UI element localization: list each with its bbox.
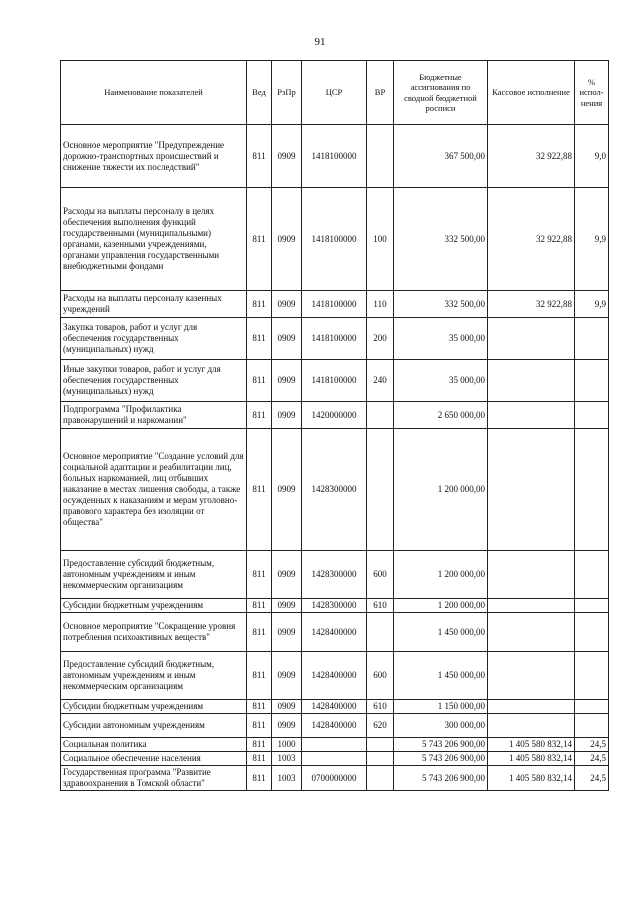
cell-csr: 1428300000 <box>302 599 367 613</box>
cell-csr: 1428400000 <box>302 613 367 652</box>
table-row <box>61 125 609 188</box>
cell-cash-execution: 1 405 580 832,14 <box>488 752 575 766</box>
cell-name: Субсидии бюджетным учреждениям <box>61 700 247 714</box>
cell-percent <box>575 700 609 714</box>
cell-percent <box>575 714 609 738</box>
table-row <box>61 360 609 402</box>
cell-name: Социальная политика <box>61 738 247 752</box>
cell-vr: 240 <box>367 360 394 402</box>
cell-cash-execution <box>488 599 575 613</box>
budget-table <box>60 60 609 791</box>
cell-assignments: 1 450 000,00 <box>394 652 488 700</box>
cell-ved: 811 <box>247 613 272 652</box>
cell-assignments: 35 000,00 <box>394 318 488 360</box>
table-row <box>61 766 609 791</box>
table-row <box>61 429 609 551</box>
cell-name: Основное мероприятие "Сокращение уровня потребления психоактивных веществ" <box>61 613 247 652</box>
cell-name: Иные закупки товаров, работ и услуг для обеспечения государственных (муниципальных) нужд <box>61 360 247 402</box>
cell-rzpr: 0909 <box>272 551 302 599</box>
header-csr: ЦСР <box>302 61 367 125</box>
cell-ved: 811 <box>247 318 272 360</box>
cell-name: Закупка товаров, работ и услуг для обеспечения государственных (муниципальных) нужд <box>61 318 247 360</box>
cell-vr: 600 <box>367 551 394 599</box>
cell-name: Подпрограмма "Профилактика правонарушений и наркомании" <box>61 402 247 429</box>
cell-assignments: 35 000,00 <box>394 360 488 402</box>
cell-rzpr: 0909 <box>272 318 302 360</box>
cell-assignments: 1 200 000,00 <box>394 599 488 613</box>
cell-assignments: 367 500,00 <box>394 125 488 188</box>
header-ved: Вед <box>247 61 272 125</box>
cell-rzpr: 1003 <box>272 766 302 791</box>
table-row <box>61 700 609 714</box>
cell-ved: 811 <box>247 291 272 318</box>
table-row <box>61 291 609 318</box>
cell-ved: 811 <box>247 188 272 291</box>
cell-rzpr: 0909 <box>272 402 302 429</box>
cell-assignments: 1 200 000,00 <box>394 551 488 599</box>
cell-rzpr: 0909 <box>272 714 302 738</box>
cell-assignments: 1 150 000,00 <box>394 700 488 714</box>
cell-percent <box>575 551 609 599</box>
table-row <box>61 738 609 752</box>
cell-vr <box>367 766 394 791</box>
cell-percent: 24,5 <box>575 738 609 752</box>
cell-cash-execution <box>488 551 575 599</box>
table-row <box>61 752 609 766</box>
cell-cash-execution <box>488 402 575 429</box>
cell-ved: 811 <box>247 360 272 402</box>
cell-name: Социальное обеспечение населения <box>61 752 247 766</box>
cell-cash-execution <box>488 652 575 700</box>
cell-ved: 811 <box>247 599 272 613</box>
table-row <box>61 551 609 599</box>
cell-csr <box>302 752 367 766</box>
cell-assignments: 1 450 000,00 <box>394 613 488 652</box>
cell-ved: 811 <box>247 652 272 700</box>
cell-ved: 811 <box>247 738 272 752</box>
cell-vr: 600 <box>367 652 394 700</box>
cell-assignments: 2 650 000,00 <box>394 402 488 429</box>
cell-vr: 610 <box>367 700 394 714</box>
cell-ved: 811 <box>247 429 272 551</box>
cell-cash-execution <box>488 700 575 714</box>
table-row <box>61 318 609 360</box>
cell-rzpr: 0909 <box>272 613 302 652</box>
cell-cash-execution <box>488 318 575 360</box>
cell-vr: 610 <box>367 599 394 613</box>
cell-cash-execution <box>488 429 575 551</box>
cell-assignments: 5 743 206 900,00 <box>394 752 488 766</box>
cell-name: Предоставление субсидий бюджетным, автономным учреждениям и иным некоммерческим организациям <box>61 652 247 700</box>
cell-rzpr: 0909 <box>272 599 302 613</box>
table-row <box>61 402 609 429</box>
cell-name: Субсидии бюджетным учреждениям <box>61 599 247 613</box>
cell-csr: 1418100000 <box>302 291 367 318</box>
cell-percent: 24,5 <box>575 766 609 791</box>
cell-name: Основное мероприятие "Создание условий для социальной адаптации и реабилитации лиц, больных наркоманией, лиц отбывших наказание в местах лишения свободы, а также осужденных к наказаниям и мерам уголовно-правового характера без изоляции от общества" <box>61 429 247 551</box>
header-percent: % испол-нения <box>575 61 609 125</box>
header-vr: ВР <box>367 61 394 125</box>
cell-csr: 1418100000 <box>302 318 367 360</box>
cell-rzpr: 0909 <box>272 188 302 291</box>
cell-cash-execution: 1 405 580 832,14 <box>488 738 575 752</box>
cell-vr <box>367 429 394 551</box>
cell-cash-execution: 32 922,88 <box>488 125 575 188</box>
cell-vr <box>367 613 394 652</box>
cell-vr: 620 <box>367 714 394 738</box>
cell-percent <box>575 429 609 551</box>
cell-name: Субсидии автономным учреждениям <box>61 714 247 738</box>
cell-percent <box>575 652 609 700</box>
cell-percent <box>575 360 609 402</box>
cell-csr: 1428300000 <box>302 551 367 599</box>
cell-vr: 100 <box>367 188 394 291</box>
cell-percent: 9,9 <box>575 188 609 291</box>
cell-cash-execution <box>488 613 575 652</box>
cell-vr <box>367 738 394 752</box>
cell-csr: 1420000000 <box>302 402 367 429</box>
cell-csr: 1428400000 <box>302 652 367 700</box>
cell-ved: 811 <box>247 402 272 429</box>
table-header-row <box>61 61 609 125</box>
cell-cash-execution: 32 922,88 <box>488 291 575 318</box>
cell-percent <box>575 599 609 613</box>
cell-rzpr: 0909 <box>272 429 302 551</box>
cell-rzpr: 0909 <box>272 291 302 318</box>
cell-cash-execution: 1 405 580 832,14 <box>488 766 575 791</box>
cell-rzpr: 0909 <box>272 652 302 700</box>
cell-percent: 9,0 <box>575 125 609 188</box>
header-name: Наименование показателей <box>61 61 247 125</box>
table-row <box>61 613 609 652</box>
cell-assignments: 332 500,00 <box>394 291 488 318</box>
header-assignments: Бюджетные ассигнования по сводной бюджетной росписи <box>394 61 488 125</box>
cell-csr: 1418100000 <box>302 360 367 402</box>
cell-percent: 24,5 <box>575 752 609 766</box>
cell-cash-execution: 32 922,88 <box>488 188 575 291</box>
cell-name: Расходы на выплаты персоналу в целях обеспечения выполнения функций государственными (муниципальными) органами, казенными учреждениями, органами управления государственными внебюджетными фондами <box>61 188 247 291</box>
cell-csr: 1428400000 <box>302 700 367 714</box>
cell-csr: 1428300000 <box>302 429 367 551</box>
cell-vr <box>367 402 394 429</box>
cell-name: Основное мероприятие "Предупреждение дорожно-транспортных происшествий и снижение тяжести их последствий" <box>61 125 247 188</box>
table-body <box>61 125 609 791</box>
cell-rzpr: 0909 <box>272 360 302 402</box>
header-rzpr: РзПр <box>272 61 302 125</box>
cell-ved: 811 <box>247 551 272 599</box>
cell-ved: 811 <box>247 700 272 714</box>
cell-percent <box>575 402 609 429</box>
cell-percent <box>575 613 609 652</box>
cell-ved: 811 <box>247 714 272 738</box>
cell-rzpr: 1003 <box>272 752 302 766</box>
cell-cash-execution <box>488 714 575 738</box>
cell-csr: 1418100000 <box>302 125 367 188</box>
cell-name: Государственная программа "Развитие здравоохранения в Томской области" <box>61 766 247 791</box>
table-row <box>61 714 609 738</box>
page-number: 91 <box>314 36 326 48</box>
cell-ved: 811 <box>247 752 272 766</box>
cell-assignments: 332 500,00 <box>394 188 488 291</box>
cell-assignments: 5 743 206 900,00 <box>394 766 488 791</box>
cell-percent <box>575 318 609 360</box>
cell-csr: 1428400000 <box>302 714 367 738</box>
cell-rzpr: 0909 <box>272 125 302 188</box>
cell-csr: 1418100000 <box>302 188 367 291</box>
cell-vr: 110 <box>367 291 394 318</box>
cell-name: Предоставление субсидий бюджетным, автономным учреждениям и иным некоммерческим организациям <box>61 551 247 599</box>
cell-rzpr: 1000 <box>272 738 302 752</box>
cell-ved: 811 <box>247 766 272 791</box>
table-row <box>61 188 609 291</box>
cell-rzpr: 0909 <box>272 700 302 714</box>
cell-ved: 811 <box>247 125 272 188</box>
cell-vr <box>367 752 394 766</box>
cell-assignments: 5 743 206 900,00 <box>394 738 488 752</box>
cell-name: Расходы на выплаты персоналу казенных учреждений <box>61 291 247 318</box>
header-cash-execution: Кассовое исполнение <box>488 61 575 125</box>
table-row <box>61 652 609 700</box>
cell-percent: 9,9 <box>575 291 609 318</box>
cell-assignments: 300 000,00 <box>394 714 488 738</box>
cell-cash-execution <box>488 360 575 402</box>
cell-csr: 0700000000 <box>302 766 367 791</box>
table-row <box>61 599 609 613</box>
cell-csr <box>302 738 367 752</box>
cell-assignments: 1 200 000,00 <box>394 429 488 551</box>
cell-vr <box>367 125 394 188</box>
cell-vr: 200 <box>367 318 394 360</box>
